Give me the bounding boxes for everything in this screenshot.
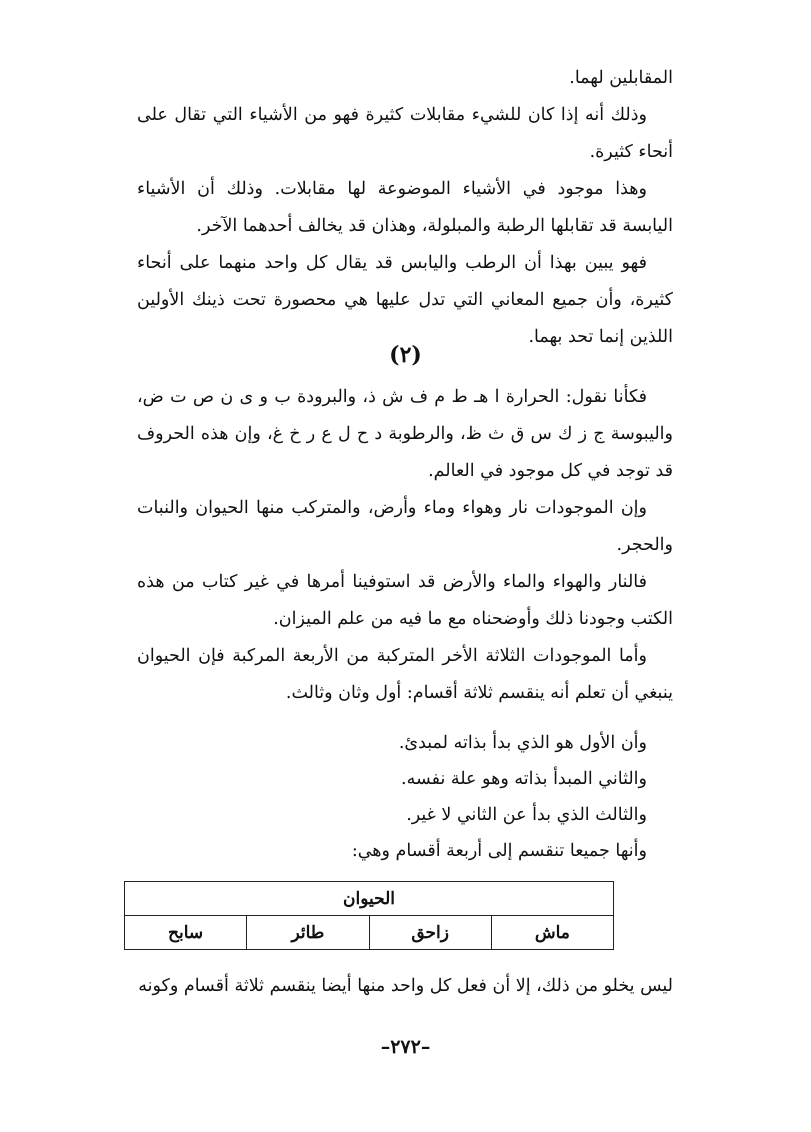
closing-line: ليس يخلو من ذلك، إلا أن فعل كل واحد منها أيضا ينقسم ثلاثة أقسام وكونه — [138, 976, 673, 996]
list-item: وأن الأول هو الذي بدأ بذاته لمبدئ. — [398, 733, 647, 753]
list-item: والثالث الذي بدأ عن الثاني لا غير. — [406, 805, 647, 825]
table-cell-walking: ماش — [491, 916, 613, 950]
paragraph-continuation: المقابلين لهما. — [569, 68, 673, 88]
section-number: (٢) — [389, 342, 422, 368]
page-number: –٢٧٢– — [380, 1036, 431, 1058]
paragraph-2: وهذا موجود في الأشياء الموضوعة لها مقابلات. وذلك أن الأشياء اليابسة قد تقابلها الرطبة والمبلولة، وهذان قد يخالف أحدهما الآخر. — [137, 179, 673, 236]
animal-division-table — [124, 881, 614, 950]
table-cell-swimming: سابح — [125, 916, 247, 950]
table-header-animal: الحيوان — [125, 882, 614, 916]
section-paragraph-1: فكأنا نقول: الحرارة ا هـ ط م ف ش ذ، والبرودة ب و ى ن ص ت ض، واليبوسة ج ز ك س ق ث ظ، والرطوبة د ح ل ع ر خ غ، وإن هذه الحروف قد توجد في كل موجود في العالم. — [137, 387, 673, 481]
table-cell-crawling: زاحق — [369, 916, 491, 950]
table-cell-flying: طائر — [247, 916, 369, 950]
section-paragraph-2: وإن الموجودات نار وهواء وماء وأرض، والمتركب منها الحيوان والنبات والحجر. — [137, 498, 673, 555]
paragraph-3: فهو يبين بهذا أن الرطب واليابس قد يقال كل واحد منهما على أنحاء كثيرة، وأن جميع المعاني التي تدل عليها هي محصورة تحت ذينك الأولين اللذين إنما تحد بهما. — [137, 253, 673, 347]
section-paragraph-4: وأما الموجودات الثلاثة الأخر المتركبة من الأربعة المركبة فإن الحيوان ينبغي أن تعلم أنه ينقسم ثلاثة أقسام: أول وثان وثالث. — [137, 646, 673, 703]
paragraph-1: وذلك أنه إذا كان للشيء مقابلات كثيرة فهو من الأشياء التي تقال على أنحاء كثيرة. — [137, 105, 673, 162]
list-item: وأنها جميعا تنقسم إلى أربعة أقسام وهي: — [351, 841, 647, 861]
section-paragraph-3: فالنار والهواء والماء والأرض قد استوفينا أمرها في غير كتاب من هذه الكتب وجودنا ذلك وأوضحناه مع ما فيه من علم الميزان. — [137, 572, 673, 629]
list-item: والثاني المبدأ بذاته وهو علة نفسه. — [401, 769, 647, 789]
